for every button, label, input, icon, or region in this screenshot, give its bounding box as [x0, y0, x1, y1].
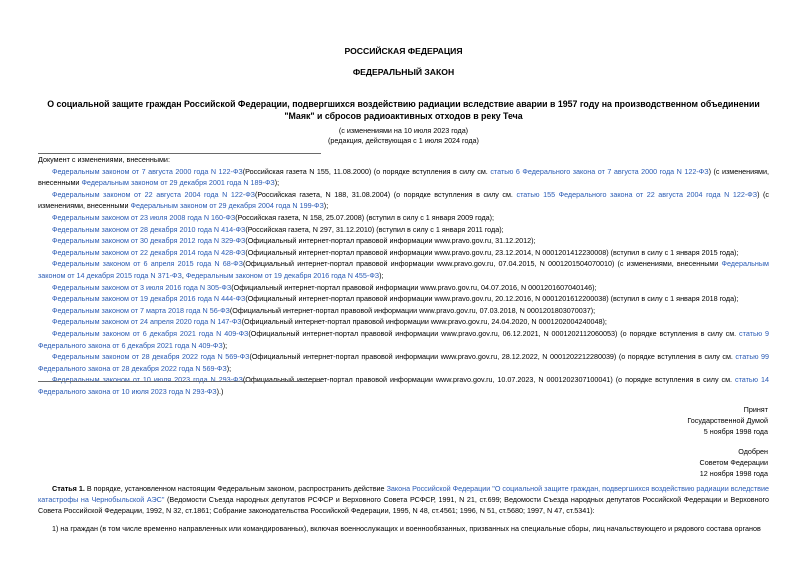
law-reference-link[interactable]: Федеральным законом от 7 марта 2018 года N 56-ФЗ [52, 305, 230, 315]
article-1-text [38, 483, 769, 517]
law-reference-link[interactable]: статью 14 Федерального закона от 10 июля 2023 года N 293-ФЗ [38, 375, 769, 396]
law-reference-link[interactable]: Федеральным законом от 28 декабря 2010 года N 414-ФЗ [52, 224, 246, 234]
law-reference-link[interactable]: статью 9 Федерального закона от 6 декабря 2021 года N 409-ФЗ [38, 328, 769, 350]
citation-text: (Официальный интернет-портал правовой информации www.pravo.gov.ru, 20.12.2016, N 0001201612200038) (вступил в силу с 1 января 2018 года); [245, 294, 739, 304]
law-title-line-1: О социальной защите граждан Российской Федерации, подвергшихся воздействию радиации вследствие аварии в 1957 году на производственном объединении [47, 99, 760, 109]
citation-text: (Официальный интернет-портал правовой информации www.pravo.gov.ru, 24.04.2020, N 0001202004240048); [241, 317, 607, 327]
citation-text: В порядке, установленном настоящим Федеральным законом, распространить действие [84, 484, 387, 493]
amendment-entry [38, 247, 769, 259]
bottom-divider [38, 381, 321, 382]
law-reference-link[interactable]: Федеральным законом от 6 апреля 2015 года N 68-ФЗ [52, 259, 243, 269]
adopted-block [687, 405, 768, 437]
law-reference-link[interactable]: Федеральным законом от 14 декабря 2015 года N 371-ФЗ [38, 259, 769, 280]
article-1-item-1: 1) на граждан (в том числе временно направленных или командированных), включая военнослужащих и военнообязанных, призванных на специальные сборы, лиц начальствующего и рядового состава органов [52, 523, 761, 533]
amendments-list [38, 166, 769, 398]
law-reference-link[interactable]: Федеральным законом от 29 декабря 2001 года N 189-ФЗ [81, 178, 275, 188]
amendment-entry [38, 305, 769, 317]
adopted-line-2: Государственной Думой [687, 415, 768, 425]
amendment-entry [38, 282, 769, 294]
edition-current: (редакция, действующая с 1 июля 2024 года) [328, 136, 479, 145]
law-reference-link[interactable]: Федеральным законом от 10 июля 2023 года N 293-ФЗ [52, 375, 243, 385]
law-reference-link[interactable]: статью 99 Федерального закона от 28 декабря 2022 года N 569-ФЗ [38, 352, 769, 373]
adopted-line-3: 5 ноября 1998 года [703, 426, 768, 436]
citation-text: (Официальный интернет-портал правовой информации www.pravo.gov.ru, 06.12.2021, N 0001202112060053) (о порядке вступления в силу см. [248, 328, 740, 338]
citation-text: ) (с изменениями, внесенными [38, 189, 769, 211]
law-reference-link[interactable]: Федеральным законом от 23 июля 2008 года N 160-ФЗ [52, 212, 236, 222]
citation-text: (Официальный интернет-портал правовой информации www.pravo.gov.ru, 28.12.2022, N 0001202212280039) (о порядке вступления в силу см. [249, 352, 736, 362]
amendment-entry [38, 235, 769, 247]
law-reference-link[interactable]: статью 6 Федерального закона от 7 августа 2000 года N 122-ФЗ [490, 166, 709, 176]
citation-text: (Официальный интернет-портал правовой информации www.pravo.gov.ru, 04.07.2016, N 0001201607040146); [231, 282, 597, 292]
approved-block [700, 447, 768, 479]
law-reference-link[interactable]: Закона Российской Федерации "О социальной защите граждан, подвергшихся воздействию радиации вследствие катастрофы на Чернобыльской АЭС" [38, 484, 769, 505]
citation-text: (Официальный интернет-портал правовой информации www.pravo.gov.ru, 10.07.2023, N 0001202307100041) (о порядке вступления в силу см. [242, 375, 735, 385]
amendment-entry [38, 258, 769, 281]
citation-text: (Официальный интернет-портал правовой информации www.pravo.gov.ru, 31.12.2012); [245, 236, 536, 246]
law-reference-link[interactable]: Федеральным законом от 29 декабря 2004 года N 199-ФЗ [130, 201, 324, 211]
citation-text: (Российская газета, N 297, 31.12.2010) (вступил в силу с 1 января 2011 года); [245, 224, 504, 234]
law-reference-link[interactable]: статью 155 Федерального закона от 22 августа 2004 года N 122-ФЗ [516, 189, 758, 199]
amendment-entry [38, 189, 769, 212]
citation-text: (Российская газета N 155, 11.08.2000) (о порядке вступления в силу см. [242, 166, 491, 176]
country-heading: РОССИЙСКАЯ ФЕДЕРАЦИЯ [344, 46, 463, 56]
citation-text: ); [274, 178, 280, 188]
law-title [38, 98, 769, 122]
citation-text: (Ведомости Съезда народных депутатов РСФСР и Верховного Совета РСФСР, 1991, N 21, ст.699; Ведомости Съезда народных депутатов Российской Федерации и Верховного Совета Российской Федерации, 1992, N 32, ст.1861; Собрание законодательства Российской Федерации, 1995, N 48, ст.4561; 1996, N 51, ст.5680; 1997, N 47, ст.5341): [38, 495, 769, 516]
article-1-label: Статья 1. [52, 484, 85, 493]
law-reference-link[interactable]: Федеральным законом от 30 декабря 2012 года N 329-ФЗ [52, 236, 246, 246]
citation-text: (Российская газета, N 158, 25.07.2008) (вступил в силу с 1 января 2009 года); [235, 212, 495, 222]
approved-line-1: Одобрен [738, 447, 768, 456]
amendment-entry [38, 293, 769, 305]
citation-text: , [181, 270, 186, 280]
edition-changes: (с изменениями на 10 июля 2023 года) [338, 126, 469, 135]
law-reference-link[interactable]: Федеральным законом от 22 декабря 2014 года N 428-ФЗ [52, 247, 246, 257]
amendment-entry [38, 224, 769, 236]
law-reference-link[interactable]: Федеральным законом от 19 декабря 2016 года N 444-ФЗ [52, 294, 246, 304]
approved-line-2: Советом Федерации [699, 457, 768, 467]
citation-text: ) (с изменениями, внесенными [38, 166, 770, 188]
law-title-line-2: "Маяк" и сбросов радиоактивных отходов в реку Теча [284, 111, 523, 121]
law-reference-link[interactable]: Федеральным законом от 3 июля 2016 года N 305-ФЗ [52, 282, 232, 292]
amendment-entry [38, 328, 769, 351]
citation-text: (Официальный интернет-портал правовой информации www.pravo.gov.ru, 23.12.2014, N 0001201412230008) (вступил в силу с 1 января 2015 года); [245, 247, 739, 257]
approved-line-3: 12 ноября 1998 года [699, 468, 768, 478]
law-reference-link[interactable]: Федеральным законом от 24 апреля 2020 года N 147-ФЗ [52, 317, 242, 327]
citation-text: (Российская газета, N 188, 31.08.2004) (о порядке вступления в силу см. [255, 189, 517, 199]
law-reference-link[interactable]: Федеральным законом от 7 августа 2000 года N 122-ФЗ [52, 166, 243, 176]
amendments-intro: Документ с изменениями, внесенными: [38, 155, 170, 164]
article-1 [38, 483, 769, 534]
adopted-line-1: Принят [743, 405, 768, 414]
law-reference-link[interactable]: Федеральным законом от 6 декабря 2021 года N 409-ФЗ [52, 328, 249, 338]
amendment-entry [38, 316, 769, 328]
law-type-heading: ФЕДЕРАЛЬНЫЙ ЗАКОН [352, 67, 455, 77]
law-reference-link[interactable]: Федеральным законом от 22 августа 2004 года N 122-ФЗ [52, 189, 256, 199]
amendment-entry [38, 166, 769, 189]
law-reference-link[interactable]: Федеральным законом от 28 декабря 2022 года N 569-ФЗ [52, 352, 250, 362]
amendment-entry [38, 212, 769, 224]
citation-text: ).) [216, 386, 224, 396]
citation-text: ); [323, 201, 329, 211]
citation-text: ); [222, 340, 228, 350]
amendments-block [38, 154, 769, 397]
amendment-entry [38, 374, 769, 397]
amendment-entry [38, 351, 769, 374]
citation-text: (Официальный интернет-портал правовой информации www.pravo.gov.ru, 07.03.2018, N 0001201803070037); [229, 305, 596, 315]
law-reference-link[interactable]: Федеральным законом от 19 декабря 2016 года N 455-ФЗ [185, 270, 380, 280]
citation-text: (Официальный интернет-портал правовой информации www.pravo.gov.ru, 07.04.2015, N 0001201504070010) (с изменениями, внесенными [242, 259, 722, 269]
citation-text: ); [226, 363, 232, 373]
citation-text: ); [379, 270, 384, 280]
